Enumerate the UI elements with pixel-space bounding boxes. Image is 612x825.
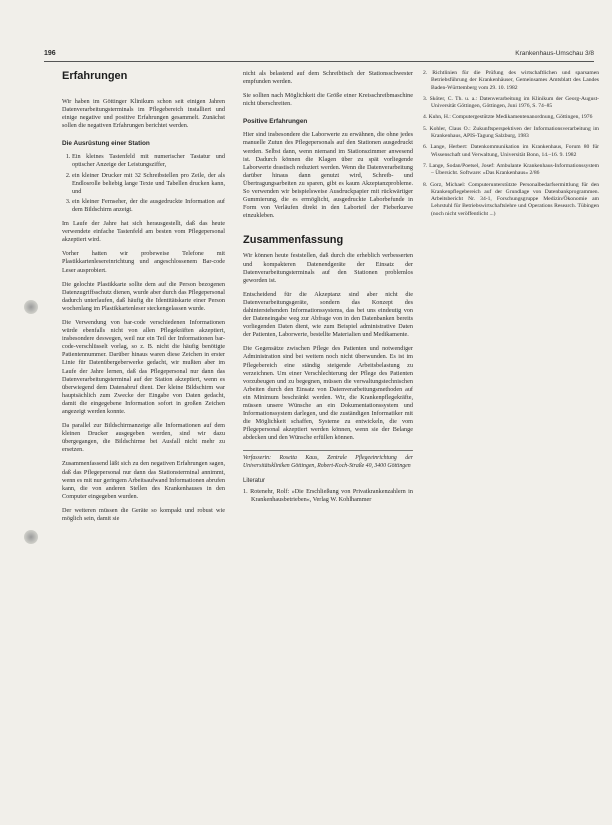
list-item: 3. ein kleiner Fernseher, der die ausgedruckte Information auf dem Bildschirm anzeigt. — [72, 198, 225, 214]
page-number: 196 — [44, 50, 56, 57]
list-item: 2. ein kleiner Drucker mit 32 Schreibstellen pro Zeile, der als Endlosrolle beliebig lange Texte und Tabellen drucken kann, und — [72, 172, 225, 196]
reference-item: 6. Lange, Herbert: Datenkommunikation im Krankenhaus, Forum 80 für Wissenschaft und Verwaltung, Universität Bonn, 14.–16. 9. 1982 — [423, 144, 599, 158]
paragraph: Entscheidend für die Akzeptanz sind aber nicht die Datenverarbeitungsgeräte, sondern das Konzept des dahinterstehenden Informationssystems, das bei uns eindeutig von der Dateneingabe weg zur Abfrage von in den Datenbanken bereits vorliegenden Daten dient, wie zum Beispiel administrative Daten der Patienten, Laborwerte, bestellte Materialien und Medikamente. — [243, 290, 413, 339]
header-rule — [44, 61, 594, 62]
reference-item: 4. Kuhn, H.: Computergestützte Medikamentenanordnung, Göttingen, 1976 — [423, 114, 593, 121]
punch-hole — [24, 300, 38, 314]
paragraph: Sie sollten nach Möglichkeit die Größe einer Kreisschreibmaschine nicht überschreiten. — [243, 92, 413, 108]
paragraph: Die Verwendung von bar-code verschiedenen Informationen würde ebenfalls nicht von allen Pflegekräften akzeptiert, insbesondere deswegen, weil nur ein Teil der Informationen bar-code-verschlüsselt vorlag, so z. B. nicht die häufig benötigte Patientennummer. Darüber hinaus waren diese Zeichen in erster Linie für Datenübergeberwerke gedacht, wir mußten aber im Laufe der Jahre lernen, daß das Pflegepersonal nur dann das Datenverarbeitungsterminal auf der Station akzeptiert, wenn es überwiegend dem Datenabruf dient. Der kleine Bildschirm war hauptsächlich zum Zwecke der Eingabe von Daten gedacht, damit die eingegebene Information sofort in großen Zeichen angezeigt werden konnte. — [62, 318, 225, 415]
reference-item: 7. Lange, Sodan/Poetsel, Josef: Ambulante Krankenhaus-Informationssystem – Übersicht. Software: »Das Krankenhaus« 2/86 — [423, 162, 599, 177]
punch-hole — [24, 530, 38, 544]
paragraph: nicht als belastend auf dem Schreibtisch der Stationsschwester empfunden werden. — [243, 70, 413, 86]
paragraph: Wir haben im Göttinger Klinikum schon seit einigen Jahren Datenverarbeitungsterminals im Pflegebereich installiert und einige negative und positive Erfahrungen gesammelt. Zunächst sollen die negativen Erfahrungen berichtet werden. — [62, 98, 225, 130]
paragraph: Da parallel zur Bildschirmanzeige alle Informationen auf dem kleinen Drucker ausgegeben werden, sind wir dazu übergegangen, die Bildschirme bei Ausfall nicht mehr zu ersetzen. — [62, 422, 225, 454]
section-heading: Erfahrungen — [62, 70, 128, 82]
section-heading: Zusammenfassung — [243, 234, 344, 247]
paragraph: Wir können heute feststellen, daß durch die erheblich verbesserten und kompakteren Datenendgeräte der Einsatz der Datenverarbeitungsterminals auf den Stationen problemlos geworden ist. — [243, 252, 413, 284]
paragraph: Der weiteren müssen die Geräte so kompakt und robust wie möglich sein, damit sie — [62, 506, 225, 523]
references-heading: Literatur — [243, 478, 266, 485]
reference-item: 3. Sköter, C. Th. u. a.: Datenverarbeitung im Klinikum der Georg-August-Universität Göttingen, Göttingen, Juni 1976, S. 74–85 — [423, 95, 599, 110]
list-item: 1. Ein kleines Tastenfeld mit numerischer Tastatur und optischer Anzeige der Leistungsziffer, — [72, 153, 225, 169]
paragraph: Die Gegensätze zwischen Pflege des Patienten und notwendiger Administration sind bei weitem noch nicht überwunden. Es ist im Pflegebereich eine ständig steigende Arbeitsbelastung zu verzeichnen. Um einer Verschlechterung der Pflege des Patienten vorzubeugen und zu begegnen, müssen die verwaltungstechnischen Arbeiten durch den Einsatz von Datenverarbeitungsmethoden auf ein Minimum beschränkt werden. Wir, die Krankenpflegekräfte, müssen unsere Wünsche an ein Dokumentationssystem und Informationssystem darlegen, und die zuständigen Informatiker mit die Möglichkeit schaffen, Systeme zu entwickeln, die vom Pflegepersonal akzeptiert werden können, wenn sie der Belange abdecken und den Wünsche erfüllen können. — [243, 345, 413, 442]
column-2 — [243, 70, 413, 508]
paragraph: Vorher hatten wir probeweise Telefone mit Plastikkartenlesereinrichtung und angeschlossenem Bar-code Leser ausprobiert. — [62, 250, 225, 274]
reference-item: 2. Richtlinien für die Prüfung des wirtschaftlichen und sparsamen Betriebsführung der Krankenhäuser, Gemeinsames Amtsblatt des Landes Baden-Württemberg vom 29. 10. 1982 — [423, 70, 599, 91]
equipment-list — [62, 153, 225, 214]
column-3 — [423, 70, 599, 222]
reference-item: 8. Gorz, Michael: Computerunterstützte Personalbedarfsermittlung für den Krankenpflegebereich auf der Grundlage von Datenbankprogrammen. Arbeitsbericht Nr. 34-1, Forschungsgruppe Medizin/Ökonomie am Lehrstuhl für Betriebswirtschaftslehre und Operations Research. Tübingen (noch nicht veröffentlicht ...) — [423, 181, 599, 217]
column-1 — [62, 70, 225, 529]
paragraph: Hier sind insbesondere die Laborwerte zu erwähnen, die ohne jedes manuelle Zutun des Pflegepersonals auf den Stationen ausgedruckt werden. Selbst dann, wenn niemand im Stationszimmer anwesend ist. Dadurch können die Klagen über zu spät vorliegende Laborwerte drastisch reduziert werden. Wenn die Datenverarbeitung darüber hinaus dann genutzt wird, Schreib- und Übertragungsarbeiten zu sparen, gibt es kaum Akzeptanzprobleme. So verwenden wir beispielsweise Ausdruckpapier mit rückwärtiger Gummierung, die es ermöglicht, ausgedruckte Laborbefunde in Form von Verläufen direkt in den Laborteil der Fieberkurve einzukleben. — [243, 131, 413, 220]
reference-item: 1. Rotenehr, Rolf: »Die Erschließung von Privatkrankenzahlern in Krankenhausbetrieben«, Verlag W. Kohlhammer — [243, 488, 413, 504]
paragraph: Im Laufe der Jahre hat sich herausgestellt, daß das heute verwendete einfache Tastenfeld am besten vom Pflegepersonal akzeptiert wird. — [62, 220, 225, 244]
subheading: Positive Erfahrungen — [243, 118, 308, 126]
subheading: Die Ausrüstung einer Station — [62, 140, 150, 148]
author-note: Verfasserin: Rosetta Kaus, Zentrale Pflegeeinrichtung der Universitätskliniken Göttingen, Robert-Koch-Straße 40, 3400 Göttingen — [243, 450, 413, 470]
paragraph: Zusammenfassend läßt sich zu den negativen Erfahrungen sagen, daß das Pflegepersonal nur dann das Stationsterminal annimmt, wenn es mit nur geringem Arbeitsaufwand Informationen abrufen kann, die von anderen Stellen des Krankenhauses in den Computer eingegeben wurden. — [62, 460, 225, 500]
paragraph: Die gelochte Plastikkarte sollte dem auf die Person bezogenen Datenzugriffsschutz dienen, wurde aber durch das Pflegepersonal dadurch unterlaufen, daß häufig die Identitätskarte einer Person wochenlang im Plastikkartenleser steckengelassen wurde. — [62, 280, 225, 312]
running-head: Krankenhaus-Umschau 3/8 — [515, 50, 594, 57]
reference-item: 5. Kohler, Claus O.: Zukunftsperspektiven der Informationsverarbeitung im Krankenhaus, APIS-Tagung Salzburg, 1983 — [423, 125, 599, 140]
